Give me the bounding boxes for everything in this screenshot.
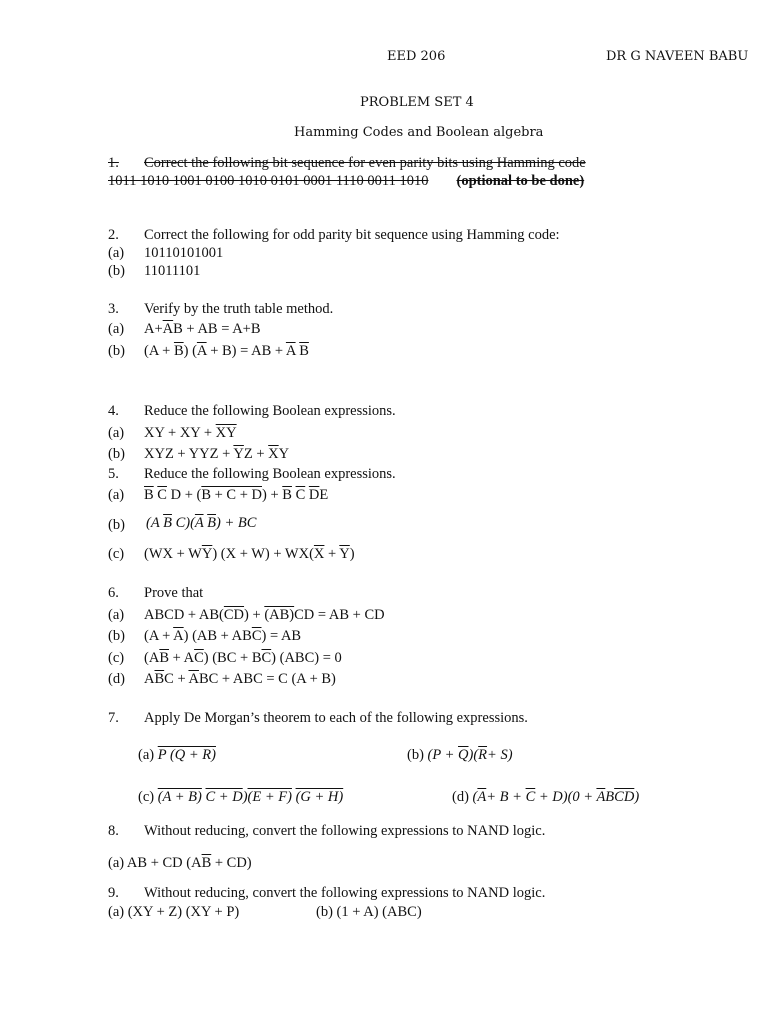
q6a-label: (a) xyxy=(108,607,125,623)
expression-term: ) xyxy=(242,789,248,805)
q7a-expression xyxy=(158,747,216,763)
expression-term: ) (X + W) + WX( xyxy=(212,546,314,562)
expression-term: ( xyxy=(472,789,478,805)
expression-term: AB + CD (A xyxy=(126,855,202,871)
expression-term: $\overline{B}$ xyxy=(159,650,169,666)
expression-term: $\overline{A}$ xyxy=(194,515,204,531)
expression-term: + B) = AB + xyxy=(206,343,286,359)
expression-term: ) (ABC) = 0 xyxy=(271,650,342,666)
expression-term: ) = AB xyxy=(261,628,302,644)
expression-term: $\overline{C}$ xyxy=(251,628,262,644)
expression-term: ) ( xyxy=(183,343,197,359)
q9a-item xyxy=(108,903,239,921)
problem-set-title: PROBLEM SET 4 xyxy=(360,95,474,110)
expression-term: $\overline{B}$ xyxy=(282,487,292,503)
q6d-expression xyxy=(144,670,336,688)
expression-term: $\overline{CD}$ xyxy=(614,789,635,805)
q2a-value: 10110101001 xyxy=(144,245,224,261)
q8-number: 8. xyxy=(108,823,119,839)
expression-term: ) xyxy=(185,515,191,531)
q6c-label: (c) xyxy=(108,650,125,666)
expression-term: (G + H) xyxy=(295,789,344,805)
q5a-expression xyxy=(144,486,328,504)
q5a-label: (a) xyxy=(108,487,125,503)
expression-term: (P + xyxy=(427,747,459,763)
expression-term: (A + B) xyxy=(157,789,202,805)
expression-term: $\overline{B}$ xyxy=(201,855,212,871)
q3a-expression xyxy=(144,320,261,338)
expression-term: $\overline{C}$ xyxy=(261,650,272,666)
expression-term: $\overline{B}$ xyxy=(207,515,217,531)
q5c-expression xyxy=(144,545,355,563)
q9b-label: (b) xyxy=(316,904,337,920)
expression-term: B + AB = A+B xyxy=(173,321,261,337)
q3b-expression xyxy=(144,342,309,360)
q4b-expression xyxy=(144,445,289,463)
q4a-expression xyxy=(144,424,237,442)
expression-term: $\overline{B}$ xyxy=(154,671,165,687)
expression-term: E xyxy=(319,487,329,503)
q4-number: 4. xyxy=(108,403,119,419)
expression-term: + CD) xyxy=(211,855,252,871)
expression-term: C xyxy=(175,515,186,531)
expression-term: $\overline{Y}$ xyxy=(339,546,350,562)
expression-term: $\overline{C}$ xyxy=(295,487,306,503)
q9-text: Without reducing, convert the following expressions to NAND logic. xyxy=(144,885,546,901)
q4a-label: (a) xyxy=(108,425,125,441)
expression-term: + BC xyxy=(220,515,257,531)
expression-term: $\overline{A}$ xyxy=(477,789,487,805)
expression-term: $\overline{A}$ xyxy=(196,343,207,359)
expression-term: ) (AB + AB xyxy=(183,628,252,644)
instructor-name: DR G NAVEEN BABU xyxy=(606,49,749,64)
problem-set-subtitle: Hamming Codes and Boolean algebra xyxy=(294,125,544,140)
expression-term: $\overline{C}$ xyxy=(525,789,536,805)
expression-term: $\overline{A}$ xyxy=(285,343,296,359)
q4b-label: (b) xyxy=(108,446,125,462)
expression-term: A xyxy=(150,515,160,531)
expression-term: $\overline{R}$ xyxy=(478,747,488,763)
q1-bit-sequence: 1011 1010 1001 0100 1010 0101 0001 1110 0011 1010 xyxy=(108,173,429,189)
expression-term: Z + xyxy=(243,446,269,462)
q6-text: Prove that xyxy=(144,585,204,601)
expression-term: XYZ + YYZ + xyxy=(144,446,234,462)
q9b-expression xyxy=(337,904,422,920)
q8a-item xyxy=(108,854,252,872)
q6c-expression xyxy=(144,649,342,667)
q7d-item xyxy=(452,788,639,806)
expression-term: C + xyxy=(164,671,189,687)
expression-term: $\overline{A}$ xyxy=(173,628,184,644)
q5b-label: (b) xyxy=(108,517,125,533)
q2b-label: (b) xyxy=(108,263,125,279)
expression-term: (E + F) xyxy=(247,789,292,805)
q3a-label: (a) xyxy=(108,321,125,337)
expression-term: C + D xyxy=(205,789,243,805)
expression-term: (WX + W xyxy=(144,546,202,562)
expression-term: ( xyxy=(190,515,195,531)
expression-term: $\overline{B}$ xyxy=(163,515,172,531)
expression-term: A xyxy=(144,671,155,687)
expression-term: $\overline{A}$ xyxy=(188,671,199,687)
q7d-expression xyxy=(473,789,640,805)
expression-term: (1 + A) (ABC) xyxy=(336,904,422,920)
q3-text: Verify by the truth table method. xyxy=(144,301,334,317)
expression-term: ABCD + AB( xyxy=(144,607,224,623)
expression-term: $\overline{C}$ xyxy=(157,487,167,503)
q7a-label: (a) xyxy=(138,747,158,763)
q3b-label: (b) xyxy=(108,343,125,359)
q7b-expression xyxy=(428,747,513,763)
expression-term: (AB) xyxy=(264,607,295,623)
q2-number: 2. xyxy=(108,227,119,243)
q2b-value: 11011101 xyxy=(144,263,201,279)
expression-term: $\overline{A}$ xyxy=(596,789,606,805)
q1-text: Correct the following bit sequence for even parity bits using Hamming code xyxy=(144,155,586,171)
expression-term: $\overline{B}$ xyxy=(144,487,154,503)
q1-bits xyxy=(108,172,584,190)
expression-term: (A + xyxy=(144,628,174,644)
q7c-label: (c) xyxy=(138,789,158,805)
q8a-expression xyxy=(127,855,252,871)
q3-number: 3. xyxy=(108,301,119,317)
q6-number: 6. xyxy=(108,585,119,601)
q7a-item xyxy=(138,746,216,764)
expression-term: ) (BC + B xyxy=(203,650,262,666)
expression-term: $\overline{C}$ xyxy=(194,650,204,666)
expression-term: + A xyxy=(168,650,195,666)
expression-term: $\overline{B}$ xyxy=(173,343,184,359)
q7-number: 7. xyxy=(108,710,119,726)
q6d-label: (d) xyxy=(108,671,125,687)
q1-number: 1. xyxy=(108,155,119,171)
expression-term: $\overline{XY}$ xyxy=(215,425,237,441)
expression-term: $\overline{X}$ xyxy=(313,546,325,562)
q7c-expression xyxy=(158,789,343,805)
expression-term: $\overline{X}$ xyxy=(268,446,279,462)
expression-term: $\overline{A}$ xyxy=(162,321,174,337)
expression-term: (A + xyxy=(144,343,174,359)
expression-term: $\overline{Y}$ xyxy=(233,446,244,462)
expression-term: )(0 + xyxy=(562,789,597,805)
q7d-label: (d) xyxy=(452,789,473,805)
q7c-item xyxy=(138,788,343,806)
q9a-label: (a) xyxy=(108,904,128,920)
q7-text: Apply De Morgan’s theorem to each of the following expressions. xyxy=(144,710,528,726)
expression-term: ) + xyxy=(262,487,283,503)
expression-term: + xyxy=(324,546,340,562)
q6a-expression xyxy=(144,606,385,624)
expression-term: D + ( xyxy=(166,487,202,503)
expression-term: Y xyxy=(278,446,290,462)
q9-number: 9. xyxy=(108,885,119,901)
q5-text: Reduce the following Boolean expressions. xyxy=(144,466,396,482)
expression-term: B + C + D xyxy=(201,487,262,503)
q9b-item xyxy=(316,903,422,921)
expression-term: + B + xyxy=(486,789,526,805)
q7b-label: (b) xyxy=(407,747,428,763)
course-code: EED 206 xyxy=(387,49,446,64)
expression-term: )( xyxy=(468,747,479,763)
expression-term: XY + XY + xyxy=(144,425,216,441)
q8a-label: (a) xyxy=(108,855,127,871)
expression-term: $\overline{Y}$ xyxy=(201,546,213,562)
q2a-label: (a) xyxy=(108,245,125,261)
expression-term: + S) xyxy=(487,747,513,763)
q4-text: Reduce the following Boolean expressions. xyxy=(144,403,396,419)
expression-term: $\overline{Q}$ xyxy=(458,747,469,763)
expression-term: P (Q + R) xyxy=(157,747,216,763)
q5b-expression xyxy=(146,514,256,532)
expression-term: CD = AB + CD xyxy=(294,607,385,623)
expression-term: ) + xyxy=(244,607,265,623)
q1-note: (optional to be done) xyxy=(456,173,585,189)
q2-text: Correct the following for odd parity bit sequence using Hamming code: xyxy=(144,227,560,243)
q6b-expression xyxy=(144,627,301,645)
expression-term: $\overline{D}$ xyxy=(308,487,320,503)
expression-term: ) xyxy=(216,515,221,531)
expression-term: + D xyxy=(535,789,563,805)
q9a-expression xyxy=(128,904,240,920)
expression-term: A+ xyxy=(144,321,163,337)
expression-term: BC + ABC = C (A + B) xyxy=(198,671,336,687)
expression-term: ( xyxy=(146,515,151,531)
q8-text: Without reducing, convert the following expressions to NAND logic. xyxy=(144,823,546,839)
expression-term: $\overline{CD}$ xyxy=(223,607,245,623)
q7b-item xyxy=(407,746,513,764)
q5c-label: (c) xyxy=(108,546,125,562)
expression-term: ) xyxy=(634,789,640,805)
q5-number: 5. xyxy=(108,466,119,482)
expression-term: (XY + Z) (XY + P) xyxy=(127,904,240,920)
expression-term: $\overline{B}$ xyxy=(299,343,309,359)
expression-term: (A xyxy=(144,650,160,666)
expression-term: B xyxy=(605,789,615,805)
q6b-label: (b) xyxy=(108,628,125,644)
expression-term: ) xyxy=(349,546,355,562)
